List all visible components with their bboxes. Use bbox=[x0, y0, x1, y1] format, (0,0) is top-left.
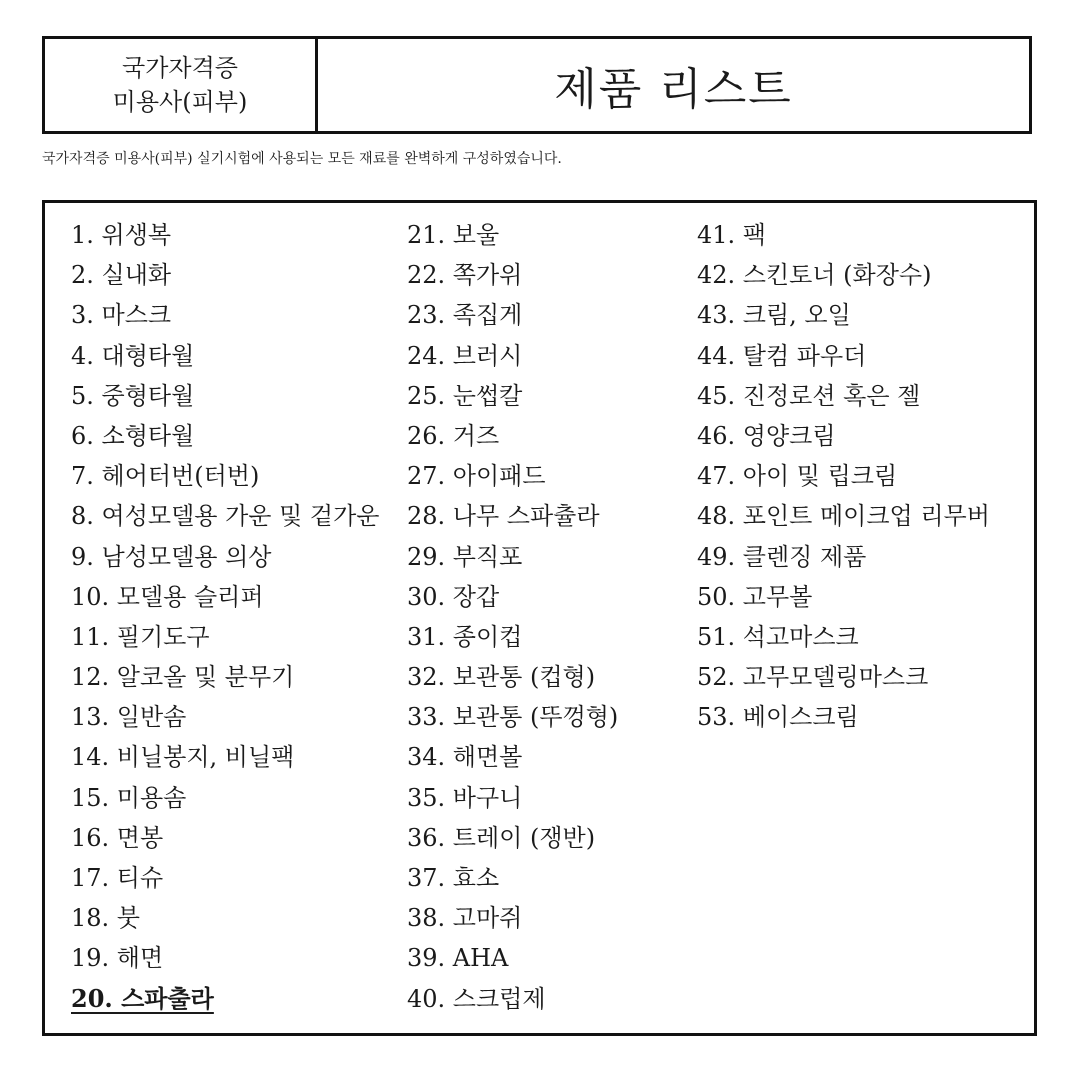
list-item: 2. 실내화 bbox=[71, 261, 172, 290]
list-item: 25. 눈썹칼 bbox=[407, 381, 523, 410]
list-item: 34. 해면볼 bbox=[407, 743, 523, 772]
list-item: 37. 효소 bbox=[407, 864, 500, 892]
list-item: 22. 쪽가위 bbox=[407, 261, 523, 290]
list-item: 23. 족집게 bbox=[407, 301, 523, 330]
list-item: 39. AHA bbox=[407, 944, 509, 973]
list-item: 44. 탈컴 파우더 bbox=[697, 341, 867, 370]
list-item: 43. 크림, 오일 bbox=[697, 301, 851, 330]
list-item: 27. 아이패드 bbox=[407, 462, 546, 491]
certification-label bbox=[45, 39, 318, 131]
list-item: 26. 거즈 bbox=[407, 421, 500, 450]
list-item: 49. 클렌징 제품 bbox=[697, 542, 867, 571]
product-column-1 bbox=[71, 215, 406, 1019]
list-item: 41. 팩 bbox=[697, 221, 766, 249]
list-item: 1. 위생복 bbox=[71, 221, 172, 249]
list-item: 11. 필기도구 bbox=[71, 622, 210, 651]
list-item: 45. 진정로션 혹은 젤 bbox=[697, 381, 921, 410]
product-column-2 bbox=[407, 215, 697, 1019]
list-item: 8. 여성모델용 가운 및 겉가운 bbox=[71, 502, 380, 531]
list-item: 14. 비닐봉지, 비닐팩 bbox=[71, 743, 295, 772]
list-item: 5. 중형타월 bbox=[71, 381, 195, 410]
list-item: 15. 미용솜 bbox=[71, 783, 187, 812]
list-item: 46. 영양크림 bbox=[697, 421, 836, 450]
list-item: 3. 마스크 bbox=[71, 301, 172, 330]
list-item: 40. 스크럽제 bbox=[407, 984, 546, 1013]
list-item: 33. 보관통 (뚜껑형) bbox=[407, 703, 619, 732]
list-item: 42. 스킨토너 (화장수) bbox=[697, 261, 932, 290]
list-item: 38. 고마쥐 bbox=[407, 904, 523, 933]
description-text: 국가자격증 미용사(피부) 실기시험에 사용되는 모든 재료를 완벽하게 구성하였습니다. bbox=[42, 151, 562, 167]
certification-line-1: 국가자격증 bbox=[122, 54, 238, 82]
list-item: 53. 베이스크림 bbox=[697, 703, 859, 732]
product-column-3 bbox=[697, 215, 1027, 737]
list-item: 10. 모델용 슬리퍼 bbox=[71, 582, 264, 611]
list-item: 28. 나무 스파츌라 bbox=[407, 502, 600, 531]
list-item: 18. 붓 bbox=[71, 904, 140, 933]
list-item: 4. 대형타월 bbox=[71, 341, 195, 370]
list-item: 36. 트레이 (쟁반) bbox=[407, 823, 596, 852]
list-item: 48. 포인트 메이크업 리무버 bbox=[697, 502, 990, 531]
list-item: 29. 부직포 bbox=[407, 542, 523, 571]
list-item: 7. 헤어터번(터번) bbox=[71, 462, 260, 491]
list-item: 20. 스파출라 bbox=[71, 983, 214, 1013]
certification-line-2: 미용사(피부) bbox=[112, 88, 248, 116]
list-item: 31. 종이컵 bbox=[407, 622, 523, 651]
list-item: 9. 남성모델용 의상 bbox=[71, 542, 272, 571]
list-item: 50. 고무볼 bbox=[697, 582, 813, 611]
product-list-box bbox=[42, 200, 1037, 1036]
list-item: 35. 바구니 bbox=[407, 783, 523, 812]
list-item: 52. 고무모델링마스크 bbox=[697, 663, 929, 692]
page-title: 제품 리스트 bbox=[554, 64, 793, 115]
list-item: 47. 아이 및 립크림 bbox=[697, 462, 898, 491]
list-item: 19. 해면 bbox=[71, 944, 164, 973]
list-item: 51. 석고마스크 bbox=[697, 622, 859, 651]
list-item: 32. 보관통 (컵형) bbox=[407, 663, 596, 692]
list-item: 13. 일반솜 bbox=[71, 703, 187, 732]
header-box bbox=[42, 36, 1032, 134]
list-item: 30. 장갑 bbox=[407, 582, 500, 611]
list-item: 12. 알코올 및 분무기 bbox=[71, 663, 295, 692]
list-item: 6. 소형타월 bbox=[71, 421, 195, 450]
list-item: 24. 브러시 bbox=[407, 341, 523, 370]
list-item: 16. 면봉 bbox=[71, 823, 164, 852]
list-item: 21. 보울 bbox=[407, 221, 500, 249]
list-item: 17. 티슈 bbox=[71, 864, 164, 892]
